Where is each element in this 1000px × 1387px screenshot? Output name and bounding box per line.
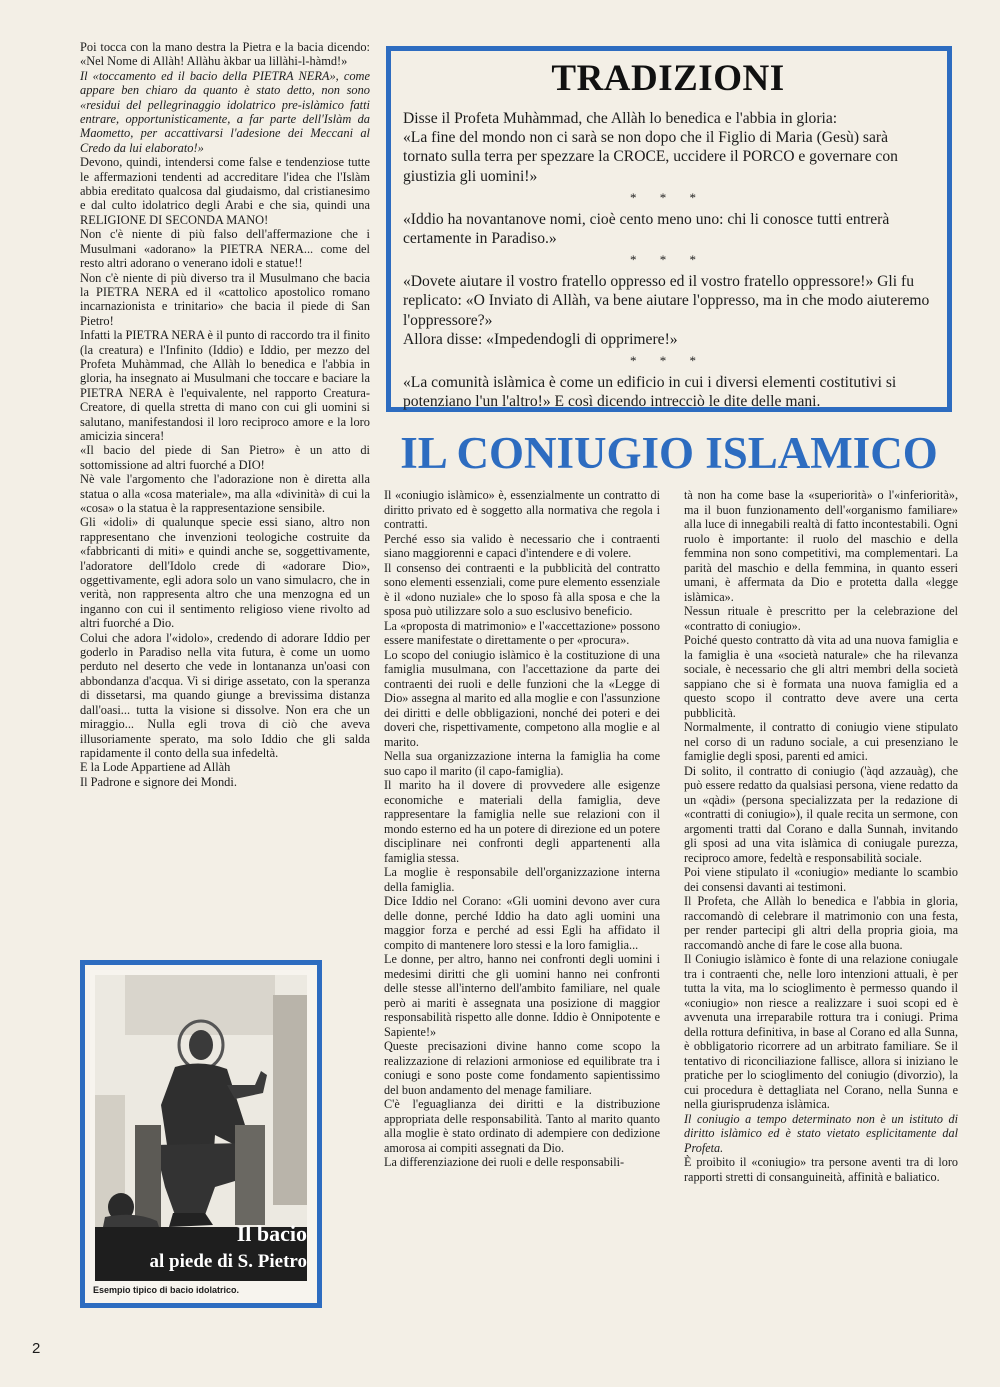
tradizioni-quote: «La comunità islàmica è come un edificio in cui i diversi elementi costitutivi si potenziano l'un l'altro!» E così dicendo intrecciò le dite delle mani. — [403, 374, 897, 411]
article-paragraph: Il Coniugio islàmico è fonte di una relazione coniugale tra i contraenti che, nelle loro intenzioni attuali, è per tutta la vita, ma lo scioglimento è permesso quando il «coniugio» non riesce a realizzare i suoi scopi ed è avvenuta una irreparabile rottura tra i coniugi. Prima della rottura definitiva, in base al Corano ed alla Sunna, è obbligatorio ricorrere ad un arbitrato familiare. Se il tentativo di riconciliazione fallisce, allora si iniziano le pratiche per lo scioglimento del coniugio (divorzio), la cui procedura è dettagliata nel Corano, nella Sunna e nella giurisprudenza islàmica. — [684, 952, 958, 1111]
article-paragraph: Nessun rituale è prescritto per la celebrazione del «contratto di coniugio». — [684, 604, 958, 633]
page-number: 2 — [32, 1340, 41, 1357]
article-paragraph: Perché esso sia valido è necessario che i contraenti siano maggiorenni e capaci d'intendere e di volere. — [384, 531, 660, 560]
left-paragraph: Colui che adora l'«idolo», credendo di adorare Iddio per goderlo in Paradiso nella vita futura, è come un uomo perduto nel deserto che vede in lontananza un'oasi con abbondanza d'acqua. Vi si dirige assetato, con la speranza di dissetarsi, ma quando giunge a brevissima distanza dall'oasi... tutta la visione si dissolve. Non era che un miraggio... Nulla egli trova di ciò che aveva illusoriamente sperato, ma solo Iddio che gli salda rapidamente il conto della sua infedeltà. — [80, 630, 370, 760]
tradizioni-box — [386, 46, 952, 412]
article-paragraph: Il consenso dei contraenti e la pubblicità del contratto sono elementi essenziali, come pure elemento essenziale è il «dono nuziale» che lo sposo fà alla sposa e che la sposa può utilizzare solo a suo esclusivo beneficio. — [384, 560, 660, 618]
article-column-1 — [384, 488, 660, 1170]
left-paragraph: Il «toccamento ed il bacio della PIETRA NERA», come appare ben chiaro da quanto è stato detto, non sono «residui del pellegrinaggio idolatrico pre-islàmico fatti entrare, opportunisticamente, a far parte dell'Islàm da Maometto, per accattivarsi l'adesione dei Meccani al Credo da lui elaborato!» — [80, 68, 370, 155]
statue-photo — [95, 975, 307, 1281]
tradizioni-title: TRADIZIONI — [551, 58, 785, 99]
article-title: IL CONIUGIO ISLAMICO — [400, 428, 938, 478]
article-paragraph: È proibito il «coniugio» tra persone aventi tra di loro rapporti stretti di consanguineità, affinità e baliatico. — [684, 1155, 958, 1184]
article-paragraph: Le donne, per altro, hanno nei confronti degli uomini i medesimi diritti che gli uomini hanno nei confronti delle stesse all'interno dell'ambito familiare, nel quale però ai mariti è assegnata una posizione di maggior responsabilità rispetto alle donne. Iddio è Onnipotente e Sapiente!» — [384, 952, 660, 1039]
left-paragraph: Non c'è niente di più falso dell'affermazione che i Musulmani «adorano» la PIETRA NERA... come del resto altri adorano o venerano idoli e statue!! — [80, 227, 370, 271]
tradizioni-quote: Allora disse: «Impedendogli di opprimere!» — [403, 330, 678, 348]
article-paragraph: Il «coniugio islàmico» è, essenzialmente un contratto di diritto privato ed è soggetto alla normativa che regola i contratti. — [384, 488, 660, 531]
article-paragraph: C'è l'eguaglianza dei diritti e la distribuzione appropriata delle responsabilità. Tanto al marito quanto alla moglie è stato ordinato di adempiere con dedizione amorosa ai compiti assegnati da Dio. — [384, 1097, 660, 1155]
left-column-text — [80, 40, 370, 789]
left-paragraph: Nè vale l'argomento che l'adorazione non è diretta alla statua o alla «cosa materiale», ma alla «divinità» di cui la «cosa» o la statua è la rappresentazione sensibile. — [80, 472, 370, 515]
tradizioni-intro: Disse il Profeta Muhàmmad, che Allàh lo benedica e l'abbia in gloria: — [403, 110, 838, 127]
photo-caption-line2: al piede di S. Pietro — [149, 1251, 307, 1272]
tradizioni-quote: «Dovete aiutare il vostro fratello oppresso ed il vostro fratello oppressore!» Gli fu replicato: «O Inviato di Allàh, va bene aiutare l'oppresso, ma in che modo aiuteremo l'oppressore?» — [403, 273, 930, 329]
separator-stars: * * * — [630, 353, 706, 369]
left-paragraph: Non c'è niente di più diverso tra il Musulmano che bacia la PIETRA NERA ed il «cattolico apostolico romano incarnazionista e trinitario» che bacia il piede di San Pietro! — [80, 270, 370, 328]
article-paragraph: tà non ha come base la «superiorità» o l'«inferiorità», ma il buon funzionamento dell'«organismo familiare» alla luce di innegabili realtà di fatto incontestabili. Ogni ruolo è importante: il ruolo del maschio e della femmina non sono competitivi, ma complementari. La parità del maschio e della femmina, in quanto esseri umani, è affermata da Dio e protetta dalla «legge islàmica». — [684, 488, 958, 604]
article-paragraph: Il coniugio a tempo determinato non è un istituto di diritto islàmico ed è stato vietato esplicitamente dal Profeta. — [684, 1111, 958, 1155]
tradizioni-quote: «Iddio ha novantanove nomi, cioè cento meno uno: chi li conosce tutti entrerà certamente in Paradiso.» — [403, 210, 890, 248]
article-paragraph: La differenziazione dei ruoli e delle responsabili- — [384, 1155, 625, 1169]
article-paragraph: La moglie è responsabile dell'organizzazione interna della famiglia. — [384, 865, 660, 894]
article-paragraph: La «proposta di matrimonio» e l'«accettazione» possono essere manifestate o direttamente o per «procura». — [384, 618, 660, 647]
left-paragraph: Infatti la PIETRA NERA è il punto di raccordo tra il finito (la creatura) e l'Infinito (Iddio) e Iddio, per mezzo del Profeta Muhàmmad, che Allàh lo benedica e l'abbia in gloria, ha insegnato ai Musulmani che toccare e baciare la PIETRA NERA è l'equivalente, nel rapporto Creatura-Creatore, di quella stretta di mano con cui gli uomini si salutano, manifestandosi il loro reciproco amore e la loro amicizia sincera! — [80, 328, 370, 443]
article-paragraph: Poi viene stipulato il «coniugio» mediante lo scambio dei consensi davanti ai testimoni. — [684, 865, 958, 894]
article-paragraph: Il Profeta, che Allàh lo benedica e l'abbia in gloria, raccomandò di celebrare il matrimonio con una festa, per render partecipi gli altri della propria gioia, ma raccomandò anche di fare le cose alla buona. — [684, 894, 958, 952]
article-paragraph: Nella sua organizzazione interna la famiglia ha come suo capo il marito (il capo-famiglia). — [384, 749, 660, 778]
left-paragraph: E la Lode Appartiene ad Allàh — [80, 760, 231, 775]
photo-note: Esempio tipico di bacio idolatrico. — [93, 1285, 240, 1295]
tradizioni-quote: «La fine del mondo non ci sarà se non dopo che il Figlio di Maria (Gesù) sarà tornato sulla terra per spezzare la CROCE, uccidere il PORCO e governare con giustizia gli uomini!» — [403, 129, 898, 185]
article-paragraph: Queste precisazioni divine hanno come scopo la realizzazione di relazioni armoniose ed equilibrate tra i coniugi e sono poste come fondamento sapientissimo del buon andamento del menage familiare. — [384, 1039, 660, 1097]
article-paragraph: Lo scopo del coniugio islàmico è la costituzione di una famiglia musulmana, con l'accettazione da parte dei contraenti dei ruoli e delle funzioni che la «Legge di Dio» assegna al marito ed alla moglie e con l'assunzione dei diritti e delle obbligazioni, nonché dei poteri e dei doveri che, rispettivamente, competono alla moglie e al marito. — [384, 647, 660, 749]
separator-stars: * * * — [630, 252, 706, 268]
article-paragraph: Dice Iddio nel Corano: «Gli uomini devono aver cura delle donne, perché Iddio ha dato agli uomini una maggior forza e perché ad essi Egli ha affidato il compito di mantenere loro stessi e la loro famiglia... — [384, 894, 660, 952]
article-column-2 — [684, 488, 958, 1184]
left-paragraph: Gli «idoli» di qualunque specie essi siano, altro non rappresentano che invenzioni teologiche costruite da «fabbricanti di miti» e quindi anche se, soggettivamente, l'adoratore dell'Idolo crede di «adorare Dio», oggettivamente, egli adora solo un vano simulacro, che in verità, non rappresenta altro che una menzogna ed un inganno con cui il sentimento religioso viene rivolto ad altri fuorché a Dio. — [80, 515, 370, 631]
article-paragraph: Poiché questo contratto dà vita ad una nuova famiglia e la famiglia è una «società naturale» che ha rilevanza sociale, è necessario che gli altri membri della società sappiano che si è formata una nuova famiglia ed a questo scopo il contratto deve avere una certa pubblicità. — [684, 633, 958, 720]
left-paragraph: Devono, quindi, intendersi come false e tendenziose tutte le affermazioni tendenti ad accreditare l'idea che l'Islàm abbia ereditato qualcosa dal giudaismo, dal cristianesimo e dal culto idolatrico degli Arabi e che sia, quindi una RELIGIONE DI SECONDA MANO! — [80, 155, 370, 227]
left-paragraph: Il Padrone e signore dei Mondi. — [80, 774, 237, 789]
left-paragraph: «Il bacio del piede di San Pietro» è un atto di sottomissione ad altri fuorché a DIO! — [80, 443, 370, 472]
photo-caption-line1: Il bacio — [236, 1221, 307, 1246]
article-paragraph: Di solito, il contratto di coniugio ('àqd azzauàg), che può essere redatto da qualsiasi persona, viene redatto da un «qàdi» (persona specializzata per la redazione di «contratti di coniugio»), il quale recita un sermone, con argomenti tratti dal Corano e dalla Sunnah, invitando gli sposi ad una vita islàmica di coniugale purezza, reciproco amore, fedeltà e responsabilità sociale. — [684, 763, 958, 865]
photo-frame — [80, 960, 322, 1308]
article-paragraph: Il marito ha il dovere di provvedere alle esigenze economiche e materiali della famiglia, deve rappresentare la famiglia nelle sue relazioni con il mondo esterno ed ha un potere di direzione ed un potere disciplinare nei confronti degli appartenenti alla famiglia stessa. — [384, 778, 660, 865]
article-paragraph: Normalmente, il contratto di coniugio viene stipulato nel corso di un raduno sociale, a cui presenziano le famiglie degli sposi, parenti ed amici. — [684, 720, 958, 763]
separator-stars: * * * — [630, 189, 706, 205]
left-paragraph: Poi tocca con la mano destra la Pietra e la bacia dicendo: «Nel Nome di Allàh! Allàhu àkbar ua lillàhi-l-hàmd!» — [80, 40, 370, 69]
